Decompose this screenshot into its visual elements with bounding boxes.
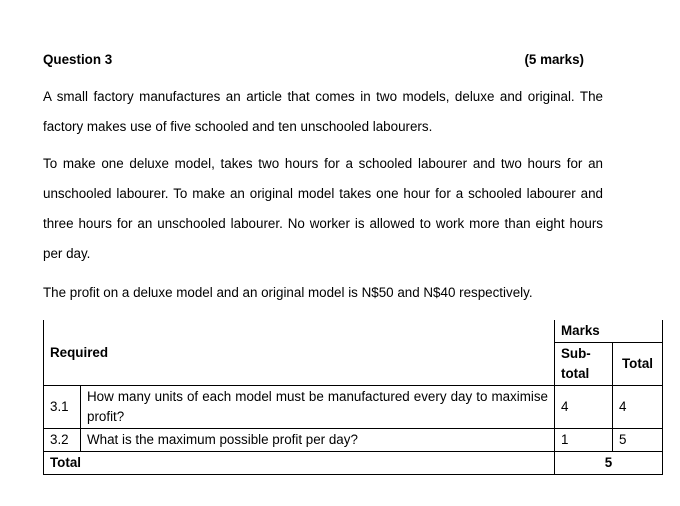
table-row — [44, 429, 663, 452]
subtotal-header: Sub-total — [555, 343, 613, 386]
table-row — [44, 386, 663, 429]
paragraph-profit: The profit on a deluxe model and an original model is N$50 and N$40 respectively. — [43, 285, 533, 300]
total-value: 5 — [613, 429, 663, 452]
paragraph-requirements: To make one deluxe model, takes two hours for a schooled labourer and two hours for an unschooled labourer. To make an original model takes one hour for a schooled labourer and three hours for an unschooled labourer. No worker is allowed to work more than eight hours per day. — [43, 156, 603, 261]
marks-header: Marks — [555, 320, 663, 343]
table-total-row — [44, 452, 663, 475]
marks-table — [43, 320, 663, 475]
required-header: Required — [44, 320, 555, 386]
footer-label: Total — [44, 452, 555, 475]
total-value: 4 — [613, 386, 663, 429]
question-marks: (5 marks) — [524, 52, 584, 67]
table-header-row — [44, 320, 663, 343]
footer-value: 5 — [555, 452, 663, 475]
subtotal-value: 4 — [555, 386, 613, 429]
subtotal-value: 1 — [555, 429, 613, 452]
question-heading — [43, 52, 584, 70]
question-number: 3.2 — [44, 429, 81, 452]
paragraph-intro: A small factory manufactures an article that comes in two models, deluxe and original. The factory makes use of five schooled and ten unschooled labourers. — [43, 89, 603, 134]
question-title: Question 3 — [43, 52, 113, 67]
question-text: What is the maximum possible profit per day? — [81, 429, 555, 452]
question-text: How many units of each model must be manufactured every day to maximise profit? — [81, 386, 555, 429]
total-header: Total — [613, 343, 663, 386]
question-number: 3.1 — [44, 386, 81, 429]
